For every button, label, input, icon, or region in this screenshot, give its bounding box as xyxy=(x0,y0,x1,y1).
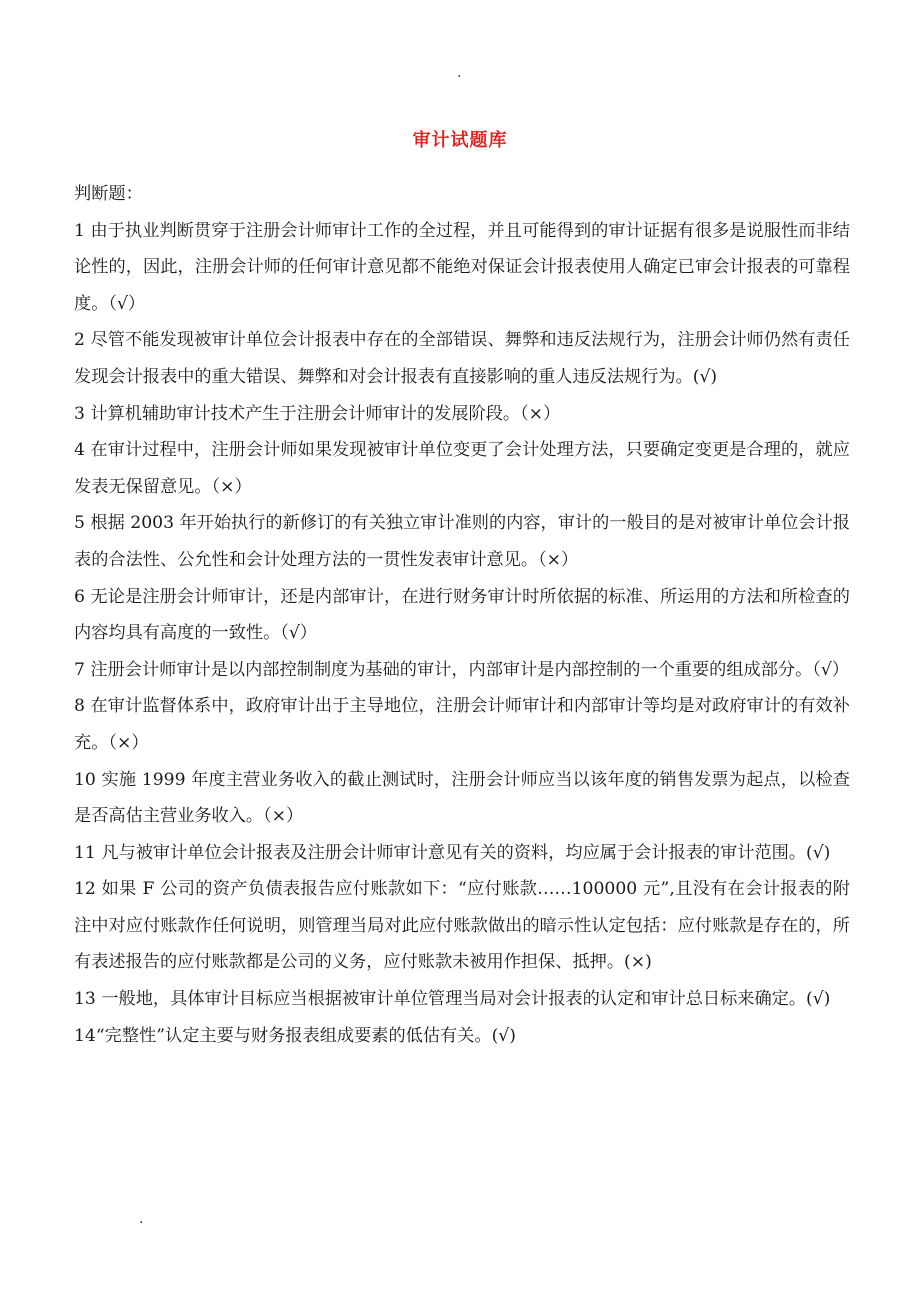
question-item-14: 14“完整性”认定主要与财务报表组成要素的低估有关。(√) xyxy=(74,1025,516,1046)
question-item-10: 10 实施 1999 年度主营业务收入的截止测试时，注册会计师应当以该年度的销售发票为起点，以检查是否高估主营业务收入。（×） xyxy=(74,769,850,827)
question-item-12: 12 如果 F 公司的资产负债表报告应付账款如下：“应付账款……100000 元”,且没有在会计报表的附注中对应付账款作任何说明，则管理当局对此应付账款做出的暗示性认定包括：应付账款是存在的，所有表述报告的应付账款都是公司的义务，应付账款未被用作担保、抵押。(×) xyxy=(74,879,850,973)
question-item-4: 4 在审计过程中，注册会计师如果发现被审计单位变更了会计处理方法，只要确定变更是合理的，就应发表无保留意见。（×） xyxy=(74,440,850,497)
top-dot-mark: . xyxy=(457,65,462,81)
question-item-7: 7 注册会计师审计是以内部控制制度为基础的审计，内部审计是内部控制的一个重要的组成部分。（√） xyxy=(74,659,850,680)
section-heading: 判断题： xyxy=(74,184,143,204)
question-item-5: 5 根据 2003 年开始执行的新修订的有关独立审计准则的内容，审计的一般目的是对被审计单位会计报表的合法性、公允性和会计处理方法的一贯性发表审计意见。（×） xyxy=(74,513,850,570)
bottom-dot-mark: . xyxy=(139,1211,144,1227)
question-item-2: 2 尽管不能发现被审计单位会计报表中存在的全部错误、舞弊和违反法规行为，注册会计师仍然有责任发现会计报表中的重大错误、舞弊和对会计报表有直接影响的重人违反法规行为。(√) xyxy=(74,330,850,387)
question-item-11: 11 凡与被审计单位会计报表及注册会计师审计意见有关的资料，均应属于会计报表的审计范围。(√) xyxy=(74,842,831,863)
question-item-1: 1 由于执业判断贯穿于注册会计师审计工作的全过程，并且可能得到的审计证据有很多是说服性而非结论性的，因此，注册会计师的任何审计意见都不能绝对保证会计报表使用人确定已审会计报表的可靠程度。（√） xyxy=(74,220,850,314)
question-item-3: 3 计算机辅助审计技术产生于注册会计师审计的发展阶段。（×） xyxy=(74,403,561,424)
document-title: 审计试题库 xyxy=(412,130,508,152)
question-item-8: 8 在审计监督体系中，政府审计出于主导地位，注册会计师审计和内部审计等均是对政府审计的有效补充。（×） xyxy=(74,696,850,753)
question-item-6: 6 无论是注册会计师审计，还是内部审计，在进行财务审计时所依据的标准、所运用的方法和所检查的内容均具有高度的一致性。（√） xyxy=(74,586,850,644)
question-item-13: 13 一般地，具体审计目标应当根据被审计单位管理当局对会计报表的认定和审计总日标来确定。(√) xyxy=(74,989,831,1010)
question-list xyxy=(74,176,850,1054)
